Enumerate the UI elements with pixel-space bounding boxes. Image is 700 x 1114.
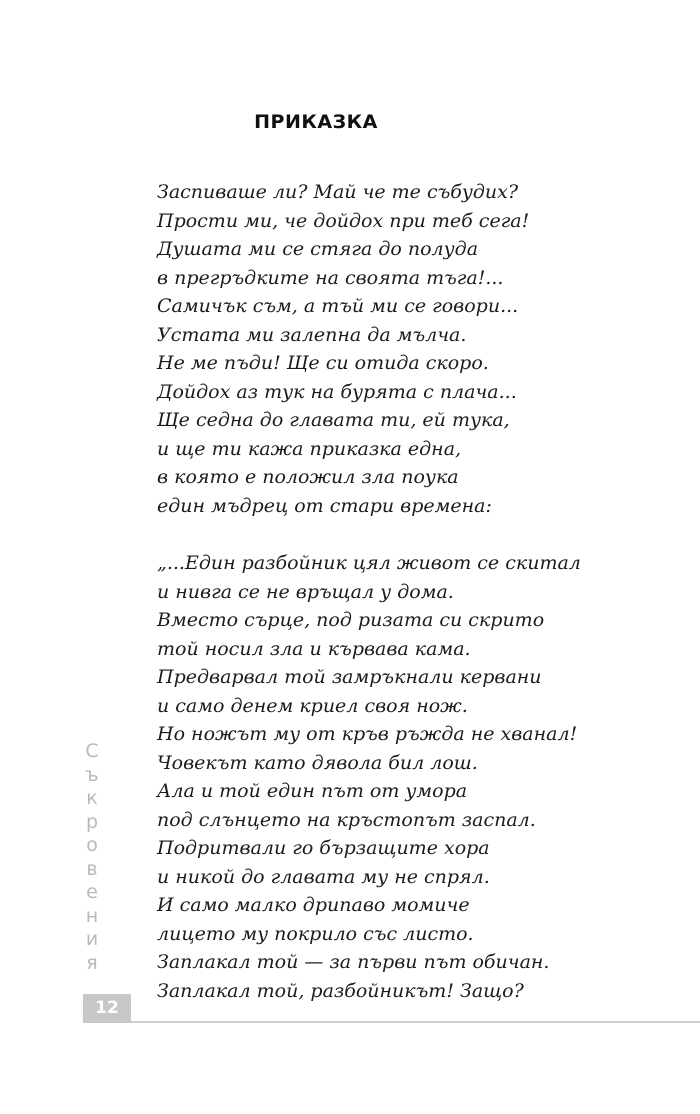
side-title-letter: в xyxy=(86,857,98,880)
poem-line: Ала и той един път от умора xyxy=(157,780,468,802)
page-number: 12 xyxy=(83,994,131,1023)
side-title-letter: и xyxy=(85,928,99,950)
poem-line: И само малко дрипаво момиче xyxy=(157,894,470,916)
poem xyxy=(157,178,677,1005)
side-title-letter: н xyxy=(85,904,99,927)
poem-line: той носил зла и кървава кама. xyxy=(157,637,471,660)
side-title-letter: о xyxy=(86,834,98,856)
poem-line: в прегръдките на своята тъга!... xyxy=(157,266,504,289)
poem-line: Ще седна до главата ти, ей тука, xyxy=(157,409,510,431)
side-title-letter: е xyxy=(86,881,98,903)
poem-line: и нивга се не връщал у дома. xyxy=(157,580,454,603)
poem-line: под слънцето на кръстопът заспал. xyxy=(157,808,536,831)
poem-line: „...Един разбойник цял живот се скитал xyxy=(157,552,581,574)
side-book-title xyxy=(80,740,104,975)
poem-line: лицето му покрило със листо. xyxy=(157,922,474,945)
side-title-letter: к xyxy=(86,787,98,809)
side-title-letter: я xyxy=(86,951,98,974)
poem-line: Самичък съм, а тъй ми се говори... xyxy=(157,295,519,317)
page-title: ПРИКАЗКА xyxy=(254,110,378,133)
side-title-letter: С xyxy=(85,740,99,762)
poem-line: Прости ми, че дойдох при теб сега! xyxy=(157,209,530,232)
poem-line: Заспиваше ли? Май че те събудих? xyxy=(157,181,519,203)
poem-line: Заплакал той, разбойникът! Защо? xyxy=(157,979,524,1002)
poem-line: Но ножът му от кръв ръжда не хванал! xyxy=(157,723,578,745)
side-title-letter: р xyxy=(85,810,99,833)
poem-line: и само денем криел своя нож. xyxy=(157,694,468,717)
poem-line: Устата ми залепна да мълча. xyxy=(157,323,467,346)
stanza-2 xyxy=(157,549,677,1005)
footer-divider xyxy=(131,1021,700,1023)
poem-line: и никой до главата му не спрял. xyxy=(157,865,490,888)
poem-line: Човекът като дявола бил лош. xyxy=(157,751,478,774)
poem-line: в която е положил зла поука xyxy=(157,466,459,488)
stanza-1 xyxy=(157,178,677,520)
poem-line: Предварвал той замръкнали кервани xyxy=(157,666,542,688)
poem-line: Душата ми се стяга до полуда xyxy=(157,238,479,260)
poem-line: Заплакал той — за първи път обичан. xyxy=(157,951,550,973)
poem-line: Вместо сърце, под ризата си скрито xyxy=(157,609,545,631)
poem-line: Подритвали го бързащите хора xyxy=(157,837,490,859)
side-title-letter: ъ xyxy=(85,763,99,786)
poem-line: един мъдрец от стари времена: xyxy=(157,494,492,517)
poem-line: и ще ти кажа приказка една, xyxy=(157,437,462,460)
poem-line: Дойдох аз тук на бурята с плача... xyxy=(157,380,517,403)
poem-line: Не ме пъди! Ще си отида скоро. xyxy=(157,352,489,374)
